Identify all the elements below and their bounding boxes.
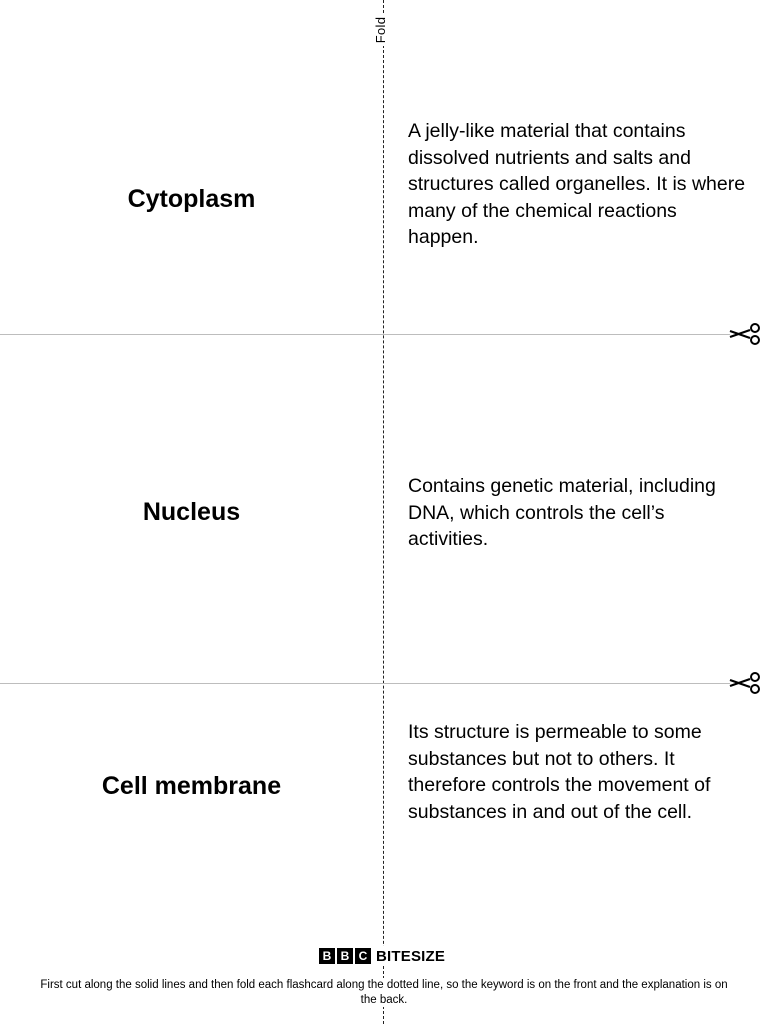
keyword-cell-membrane: Cell membrane (101, 772, 282, 800)
bbc-logo-block: B (337, 948, 353, 964)
fold-label (366, 14, 396, 46)
scissors-icon (728, 671, 762, 695)
bbc-bitesize-logo (317, 946, 447, 966)
fold-label-text: Fold (373, 16, 388, 44)
cut-line (0, 334, 730, 335)
keyword-cytoplasm: Cytoplasm (127, 185, 256, 213)
explanation-nucleus: Contains genetic material, including DNA, which controls the cell’s activities. (408, 473, 748, 553)
bbc-logo-block: B (319, 948, 335, 964)
bitesize-wordmark: BITESIZE (376, 947, 446, 965)
explanation-cell-membrane: Its structure is permeable to some substances but not to others. It therefore controls the movement of substances in and out of the cell. (408, 719, 748, 825)
scissors-icon (728, 322, 762, 346)
cut-line (0, 683, 730, 684)
fold-line (383, 0, 384, 1024)
keyword-nucleus: Nucleus (142, 498, 241, 526)
bbc-logo-block: C (355, 948, 371, 964)
instructions-text: First cut along the solid lines and then fold each flashcard along the dotted line, so the keyword is on the front and the explanation is on the back. (40, 979, 728, 1006)
explanation-cytoplasm: A jelly-like material that contains dissolved nutrients and salts and structures called organelles. It is where many of the chemical reactions happen. (408, 118, 748, 251)
